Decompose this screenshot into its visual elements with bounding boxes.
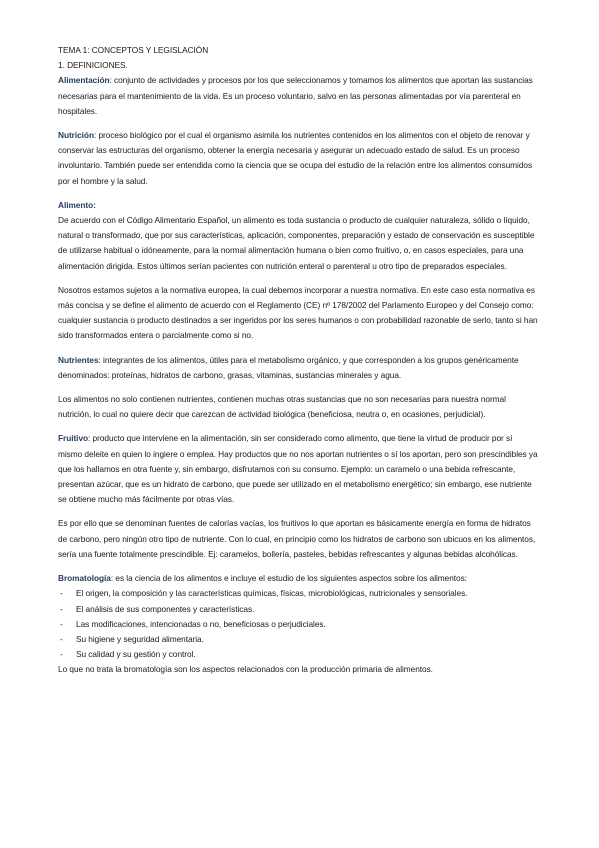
term-nutricion: Nutrición — [58, 130, 94, 141]
fruitivo-paragraph-2: Es por ello que se denominan fuentes de calorías vacías, los fruitivos lo que aportan es básicamente energía en forma de hidratos de carbono, pero ningún otro tipo de nutriente. Con lo cual, en principio como los hidratos de carbono son ubicuos en los alimentos, sería una fuente totalmente prescindible. Ej: caramelos, bollería, pasteles, bebidas refrescantes y algunas bebidas alcohólicas. — [58, 518, 536, 559]
definition-alimentacion — [58, 73, 538, 119]
definition-nutrientes — [58, 353, 538, 383]
definition-text: : es la ciencia de los alimentos e incluye el estudio de los siguientes aspectos sobre los alimentos: — [110, 573, 467, 584]
list-item: - El análisis de sus componentes y características. — [58, 602, 538, 617]
alimento-paragraph-1: De acuerdo con el Código Alimentario Español, un alimento es toda sustancia o producto de cualquier naturaleza, sólido o líquido, natural o transformado, que por sus características, aplicación, componentes, preparación y estado de conservación es susceptible de utilizarse habitual o idóneamente, para la normal alimentación humana o bien como fruitivo, o, en casos especiales, para una alimentación dirigida. Estos últimos serían pacientes con nutrición enteral o parenteral u otro tipo de preparados especiales. — [58, 215, 535, 271]
list-item: - Su higiene y seguridad alimentaria. — [58, 632, 538, 647]
document-title: TEMA 1: CONCEPTOS Y LEGISLACIÓN — [58, 45, 209, 55]
term-fruitivo: Fruitivo — [58, 433, 89, 444]
term-alimentacion: Alimentación — [58, 75, 110, 86]
definition-fruitivo — [58, 431, 538, 507]
document-body — [58, 43, 538, 678]
definition-text: : integrantes de los alimentos, útiles para el metabolismo orgánico, y que corresponden a los grupos genéricamente denominados: proteínas, hidratos de carbono, grasas, vitaminas, sustancias minerales y agua. — [58, 354, 519, 380]
definition-text: : proceso biológico por el cual el organismo asimila los nutrientes contenidos en los alimentos con el objeto de renovar y conservar las estructuras del organismo, obtener la energía necesaria y asegurar un adecuado estado de salud. Es un proceso involuntario. También puede ser entendida como la ciencia que se ocupa del estudio de la relación entre los alimentos consumidos por el hombre y la salud. — [58, 130, 533, 186]
nutrientes-paragraph-2: Los alimentos no solo contienen nutrientes, contienen muchas otras sustancias que no son necesarias para nuestra normal nutrición, lo cual no quiere decir que carezcan de actividad biológica (beneficiosa, neutra o, en ocasiones, perjudicial). — [58, 394, 506, 420]
list-item: - Las modificaciones, intencionadas o no, beneficiosas o perjudiciales. — [58, 617, 538, 632]
bromatologia-list — [58, 586, 538, 662]
section-heading: 1. DEFINICIONES. — [58, 60, 128, 71]
list-item: - El origen, la composición y las características químicas, físicas, microbiológicas, nutricionales y sensoriales. — [58, 586, 538, 601]
alimento-paragraph-2: Nosotros estamos sujetos a la normativa europea, la cual debemos incorporar a nuestra normativa. En este caso esta normativa es más concisa y se define el alimento de acuerdo con el Reglamento (CE) nº 178/2002 del Parlamento Europeo y del Consejo como: cualquier sustancia o producto destinados a ser ingeridos por los seres humanos o con probabilidad razonable de serlo, tanto si han sido transformados entera o parcialmente como si no. — [58, 284, 538, 341]
list-item: - Su calidad y su gestión y control. — [58, 647, 538, 662]
definition-text: : producto que interviene en la alimentación, sin ser considerado como alimento, que tiene la virtud de producir por sí mismo deleite en quien lo ingiere o emplea. Hay productos que no nos aportan nutrientes o sí los aportan, pero son prescindibles ya que los hallamos en otra fuente y, sin embargo, disfrutamos con su consumo. Ejemplo: un caramelo o una bebida refrescante, presentan azúcar, que es un hidrato de carbono, que puede ser utilizado en el metabolismo energético; sin embargo, ese nutriente se obtiene mucho más fácilmente por otras vías. — [58, 433, 538, 505]
bromatologia-closing: Lo que no trata la bromatología son los aspectos relacionados con la producción primaria de alimentos. — [58, 664, 433, 675]
term-bromatologia: Bromatología — [58, 573, 111, 584]
definition-bromatologia — [58, 571, 538, 586]
term-nutrientes: Nutrientes — [58, 354, 99, 365]
definition-text: : conjunto de actividades y procesos por los que seleccionamos y tomamos los alimentos que aportan las sustancias necesarias para el mantenimiento de la vida. Es un proceso voluntario, salvo en las personas alimentadas por vía parenteral en hospitales. — [58, 75, 533, 116]
definition-nutricion — [58, 128, 538, 189]
term-alimento: Alimento: — [58, 199, 96, 210]
definition-alimento — [58, 198, 538, 213]
